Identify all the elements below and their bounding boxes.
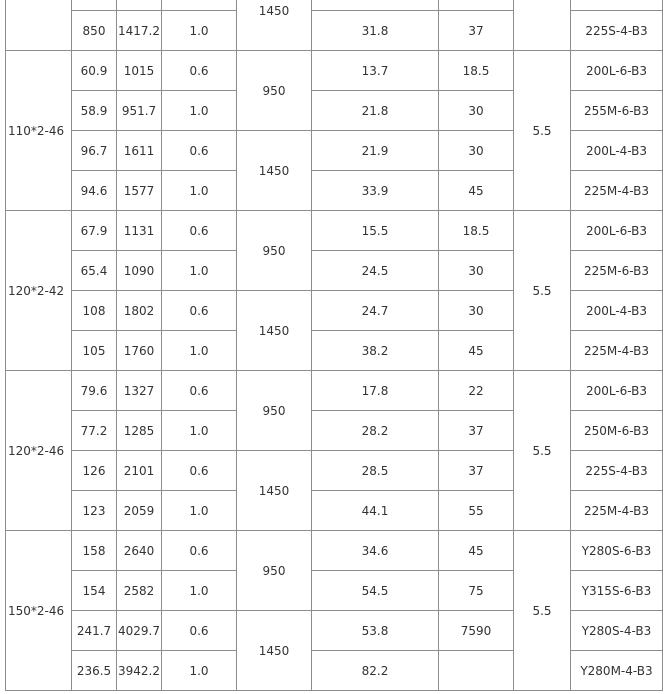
cell-npsh: 0.6 (162, 51, 237, 91)
cell-flow: 154 (72, 571, 117, 611)
cell-weight: 5.5 (514, 371, 571, 531)
cell-npsh: 0.6 (162, 371, 237, 411)
cell-weight (514, 0, 571, 51)
cell-head: 24.7 (312, 291, 439, 331)
cell-npsh: 1.0 (162, 11, 237, 51)
cell-motor: 200L-6-B3 (571, 51, 663, 91)
cell-model: 120*2-46 (6, 371, 72, 531)
cell-model (6, 0, 72, 51)
cell-motor (571, 0, 663, 11)
cell-power: 7590 (439, 611, 514, 651)
cell-npsh: 0.6 (162, 211, 237, 251)
table-wrapper (5, 0, 663, 691)
cell-head: 34.6 (312, 531, 439, 571)
cell-m3h: 1327 (117, 371, 162, 411)
cell-motor: Y315S-6-B3 (571, 571, 663, 611)
cell-motor: Y280M-4-B3 (571, 651, 663, 691)
cell-flow: 126 (72, 451, 117, 491)
cell-npsh: 1.0 (162, 171, 237, 211)
cell-npsh: 1.0 (162, 651, 237, 691)
cell-m3h: 1015 (117, 51, 162, 91)
cell-power: 75 (439, 571, 514, 611)
cell-head: 53.8 (312, 611, 439, 651)
pump-spec-table (5, 0, 663, 691)
cell-motor: 225S-4-B3 (571, 451, 663, 491)
cell-m3h: 1577 (117, 171, 162, 211)
cell-flow (72, 0, 117, 11)
cell-flow: 241.7 (72, 611, 117, 651)
cell-speed: 1450 (237, 0, 312, 51)
cell-m3h: 1090 (117, 251, 162, 291)
cell-head: 54.5 (312, 571, 439, 611)
cell-m3h: 1417.2 (117, 11, 162, 51)
cell-head (312, 0, 439, 11)
cell-power: 45 (439, 531, 514, 571)
cell-motor: 225S-4-B3 (571, 11, 663, 51)
cell-speed: 1450 (237, 451, 312, 531)
cell-speed: 950 (237, 51, 312, 131)
cell-motor: Y280S-6-B3 (571, 531, 663, 571)
cell-power (439, 0, 514, 11)
cell-flow: 96.7 (72, 131, 117, 171)
cell-power: 55 (439, 491, 514, 531)
cell-flow: 158 (72, 531, 117, 571)
table-row (6, 0, 663, 11)
cell-head: 28.5 (312, 451, 439, 491)
cell-head: 38.2 (312, 331, 439, 371)
cell-m3h: 2640 (117, 531, 162, 571)
cell-npsh: 0.6 (162, 451, 237, 491)
cell-motor: 250M-6-B3 (571, 411, 663, 451)
cell-speed: 1450 (237, 291, 312, 371)
cell-m3h: 1611 (117, 131, 162, 171)
cell-power: 18.5 (439, 211, 514, 251)
cell-power: 22 (439, 371, 514, 411)
cell-model: 110*2-46 (6, 51, 72, 211)
table-row (6, 371, 663, 411)
cell-flow: 123 (72, 491, 117, 531)
cell-npsh: 1.0 (162, 571, 237, 611)
cell-flow: 60.9 (72, 51, 117, 91)
cell-m3h: 1802 (117, 291, 162, 331)
cell-npsh: 1.0 (162, 91, 237, 131)
cell-m3h: 3942.2 (117, 651, 162, 691)
cell-flow: 65.4 (72, 251, 117, 291)
cell-m3h: 4029.7 (117, 611, 162, 651)
cell-flow: 77.2 (72, 411, 117, 451)
cell-npsh: 0.6 (162, 611, 237, 651)
cell-motor: 225M-6-B3 (571, 251, 663, 291)
cell-m3h: 2582 (117, 571, 162, 611)
cell-flow: 105 (72, 331, 117, 371)
table-row (6, 51, 663, 91)
cell-head: 13.7 (312, 51, 439, 91)
cell-motor: 225M-4-B3 (571, 171, 663, 211)
cell-npsh: 0.6 (162, 291, 237, 331)
cell-m3h (117, 0, 162, 11)
cell-power: 30 (439, 251, 514, 291)
cell-m3h: 2059 (117, 491, 162, 531)
cell-power: 45 (439, 171, 514, 211)
cell-flow: 850 (72, 11, 117, 51)
cell-flow: 67.9 (72, 211, 117, 251)
cell-head: 33.9 (312, 171, 439, 211)
cell-weight: 5.5 (514, 531, 571, 691)
cell-motor: 200L-6-B3 (571, 211, 663, 251)
cell-head: 82.2 (312, 651, 439, 691)
cell-speed: 950 (237, 531, 312, 611)
cell-npsh (162, 0, 237, 11)
cell-speed: 1450 (237, 611, 312, 691)
cell-power: 30 (439, 131, 514, 171)
cell-flow: 79.6 (72, 371, 117, 411)
cell-head: 17.8 (312, 371, 439, 411)
cell-m3h: 1285 (117, 411, 162, 451)
cell-speed: 1450 (237, 131, 312, 211)
cell-m3h: 2101 (117, 451, 162, 491)
cell-weight: 5.5 (514, 51, 571, 211)
cell-model: 120*2-42 (6, 211, 72, 371)
cell-npsh: 1.0 (162, 491, 237, 531)
cell-power: 45 (439, 331, 514, 371)
cell-head: 28.2 (312, 411, 439, 451)
cell-weight: 5.5 (514, 211, 571, 371)
cell-m3h: 951.7 (117, 91, 162, 131)
cell-motor: Y280S-4-B3 (571, 611, 663, 651)
cell-m3h: 1131 (117, 211, 162, 251)
cell-motor: 255M-6-B3 (571, 91, 663, 131)
cell-head: 21.8 (312, 91, 439, 131)
cell-npsh: 0.6 (162, 531, 237, 571)
cell-flow: 58.9 (72, 91, 117, 131)
cell-flow: 108 (72, 291, 117, 331)
cell-head: 44.1 (312, 491, 439, 531)
cell-motor: 200L-6-B3 (571, 371, 663, 411)
cell-m3h: 1760 (117, 331, 162, 371)
cell-power: 37 (439, 11, 514, 51)
cell-npsh: 1.0 (162, 411, 237, 451)
cell-power (439, 651, 514, 691)
table-row (6, 531, 663, 571)
table-row (6, 211, 663, 251)
cell-motor: 225M-4-B3 (571, 331, 663, 371)
cell-speed: 950 (237, 211, 312, 291)
cell-head: 31.8 (312, 11, 439, 51)
cell-npsh: 0.6 (162, 131, 237, 171)
cell-flow: 236.5 (72, 651, 117, 691)
cell-power: 37 (439, 451, 514, 491)
cell-flow: 94.6 (72, 171, 117, 211)
cell-npsh: 1.0 (162, 331, 237, 371)
cell-speed: 950 (237, 371, 312, 451)
cell-npsh: 1.0 (162, 251, 237, 291)
cell-power: 30 (439, 91, 514, 131)
cell-motor: 200L-4-B3 (571, 131, 663, 171)
cell-power: 37 (439, 411, 514, 451)
cell-motor: 225M-4-B3 (571, 491, 663, 531)
cell-head: 21.9 (312, 131, 439, 171)
cell-model: 150*2-46 (6, 531, 72, 691)
cell-motor: 200L-4-B3 (571, 291, 663, 331)
cell-power: 18.5 (439, 51, 514, 91)
cell-power: 30 (439, 291, 514, 331)
cell-head: 15.5 (312, 211, 439, 251)
cell-head: 24.5 (312, 251, 439, 291)
